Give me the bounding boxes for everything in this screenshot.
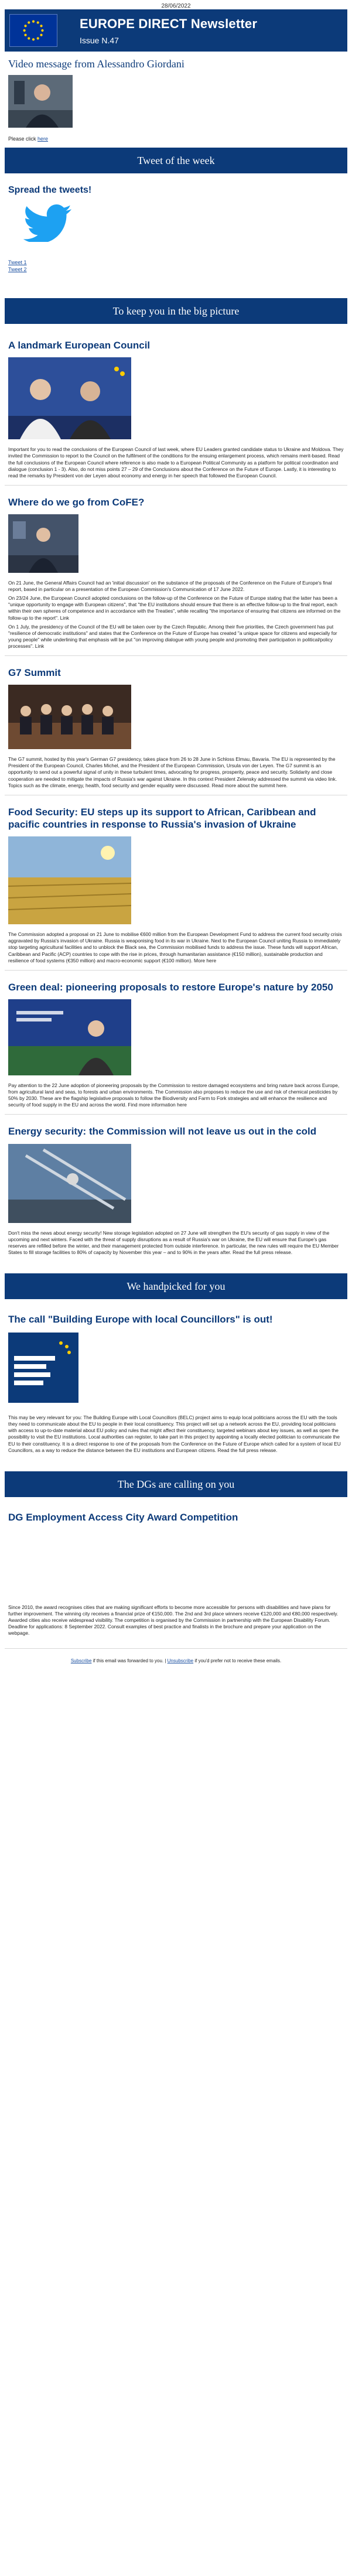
article-image xyxy=(8,836,131,924)
eu-flag-icon xyxy=(9,14,57,47)
article-card xyxy=(0,1120,352,1256)
article-body xyxy=(0,580,352,650)
article-image xyxy=(8,357,131,439)
article-image xyxy=(8,1333,78,1403)
article-body xyxy=(0,756,352,788)
video-prompt-text: Please click xyxy=(8,136,38,142)
article-title: G7 Summit xyxy=(8,667,61,679)
tweet-link-1[interactable]: Tweet 1 xyxy=(8,259,27,266)
dgs-band: The DGs are calling on you xyxy=(5,1471,347,1497)
article-title: Energy security: the Commission will not leave us out in the cold xyxy=(8,1126,317,1137)
video-heading: Video message from Alessandro Giordani xyxy=(8,58,184,70)
article-paragraph: On 1 July, the presidency of the Council of the EU will be taken over by the Czech Republic. Among their five priorities, the Czech government has put "resilience of democratic institutions" and states that the Conference on the Future of Europe has created "a unique space for citizens and especially for young people" while underlining that emphasis will be put "on improving dialogue with young people and promoting their participation in political/policy processes". Link xyxy=(8,623,337,649)
big-picture-band: To keep you in the big picture xyxy=(5,298,347,324)
article-image xyxy=(8,514,78,573)
article-image xyxy=(8,999,131,1075)
article-body xyxy=(0,1230,352,1256)
article-title: The call "Building Europe with local Councillors" is out! xyxy=(8,1313,273,1325)
article-card xyxy=(0,801,352,964)
article-paragraph: Since 2010, the award recognises cities that are making significant efforts to become more accessible for persons with disabilities and have plans for further improvement. The winning city receives a financial prize of €150,000. The 2nd and 3rd place winners receive €120,000 and €80,000 respectively. Awarded cities also receive widespread visibility. The competition is organised by the Commission in partnership with the European Disability Forum. Deadline for applications: 8 September 2022. Consult examples of best practice and finalists in the brochure and prepare your application on the webpage. xyxy=(8,1604,339,1637)
newsletter-title: EUROPE DIRECT Newsletter xyxy=(80,16,258,31)
article-image xyxy=(8,685,131,749)
video-prompt xyxy=(0,128,352,148)
article-card xyxy=(0,334,352,479)
subscribe-link[interactable]: Subscribe xyxy=(70,1658,92,1664)
unsubscribe-link[interactable]: Unsubscribe xyxy=(167,1658,194,1664)
article-paragraph: The G7 summit, hosted by this year's German G7 presidency, takes place from 26 to 28 June in Schloss Elmau, Bavaria. The EU is represented by the President of the European Council, Charles Michel, and the President of the European Commission, Ursula von der Leyen. The G7 summit is an opportunity to send out a powerful signal of unity in these turbulent times, advocating for progress, prosperity, peace and security. Solidarity and close cooperation are needed to mitigate the impacts of Russia's war against Ukraine. In this context President Zelensky addressed the summit via video link. Topics such as the climate, energy, health, food security and gender equality were discussed. Read more about the summit here. xyxy=(8,756,337,788)
footer xyxy=(0,1655,352,1670)
divider xyxy=(5,1648,347,1649)
article-title: Green deal: pioneering proposals to restore Europe's nature by 2050 xyxy=(8,981,333,993)
article-card xyxy=(0,491,352,650)
article-paragraph: On 23/24 June, the European Council adopted conclusions on the follow-up of the Conference on the Future of Europe stating that the latter has been a "unique opportunity to engage with European citizens", that "the EU institutions should ensure that there is an effective follow-up to the final report, each within their own spheres of competence and in accordance with the Treaties", while recalling "the importance of ensuring that citizens are informed on the follow-up to the report". Link xyxy=(8,595,341,621)
tweet-band: Tweet of the week xyxy=(5,148,347,173)
article-paragraph: Pay attention to the 22 June adoption of pioneering proposals by the Commission to restore damaged ecosystems and bring nature back across Europe, from agricultural land and seas, to forests and urban environments. The Commission also proposes to reduce the use and risk of chemical pesticides by 50% by 2030. These are the flagship legislative proposals to follow the Biodiversity and Farm to Fork strategies and will enhance the resilience and security of food supply in the EU and across the world. Find more information here xyxy=(8,1082,340,1108)
footer-text: if this email was forwarded to you. | xyxy=(91,1658,168,1664)
article-image xyxy=(8,1530,131,1601)
twitter-bird-icon xyxy=(20,204,73,242)
article-title: Where do we go from CoFE? xyxy=(8,496,145,508)
divider xyxy=(5,655,347,656)
tweet-link-2[interactable]: Tweet 2 xyxy=(8,266,27,272)
article-image xyxy=(8,1144,131,1223)
article-card xyxy=(0,1506,352,1637)
article-paragraph: Important for you to read the conclusions of the European Council of last week, where EU Leaders granted candidate status to Ukraine and Moldova. They invited the Commission to report to the Council on the fulfilment of the conditions for the ensuing enlargement process, which remains merit-based. Read the full conclusions of the European Council where reference is also made to a European Political Community as a platform for political coordination and dialogue (conclusion 1 - 3). Also, do not miss points 27 – 29 of the Conclusions about the Conference on the Future of Europe. Lastly, it is interesting to read the remarks by President von der Leyen about economy and energy in her speech that followed the European Council. xyxy=(8,446,344,479)
article-card xyxy=(0,1309,352,1454)
newsletter-date: 28/06/2022 xyxy=(161,3,191,9)
video-link[interactable]: here xyxy=(37,136,49,142)
article-paragraph: The Commission adopted a proposal on 21 June to mobilise €600 million from the European Development Fund to address the current food security crisis aggravated by Russia's invasion of Ukraine. Russia is weaponising food in its war in Ukraine. Next to the European Council uniting Russia to immediately stop targeting agricultural facilities and to unblock the Black sea, the Commission mobilised funds to address the issue. These funds will support African, Caribbean and Pacific (ACP) countries to cope with the rise in prices, through humanitarian assistance (€150 million), sustainable production and resilience of food systems (€350 million) and macro-economic support (€100 million). More here xyxy=(8,931,342,964)
article-body xyxy=(0,1082,352,1108)
article-body xyxy=(0,446,352,479)
article-body xyxy=(0,1604,352,1637)
article-body xyxy=(0,931,352,964)
footer-tail: if you'd prefer not to receive these emails. xyxy=(193,1658,282,1664)
issue-number: Issue N.47 xyxy=(80,36,119,45)
article-card xyxy=(0,662,352,789)
article-paragraph: Don't miss the news about energy security! New storage legislation adopted on 27 June will strengthen the EU's security of gas supply in view of the upcoming and next winters. Faced with the threat of supply disruptions as a result of Russia's war on Ukraine, the EU will ensure that Europe's gas reserves are refilled before the winter, and their management protected from outside interference. In particular, the new rules will require the EU Member States to fill storage facilities to 80% of capacity by November this year – and to 90% in the years after. Read the full press release. xyxy=(8,1229,339,1255)
handpicked-band: We handpicked for you xyxy=(5,1273,347,1299)
article-title: Food Security: EU steps up its support to African, Caribbean and pacific countries in response to Russia's invasion of Ukraine xyxy=(8,806,316,830)
video-thumbnail[interactable] xyxy=(8,75,73,128)
article-title: DG Employment Access City Award Competition xyxy=(8,1511,238,1523)
article-body xyxy=(0,1415,352,1454)
tweet-links xyxy=(0,242,352,283)
article-title: A landmark European Council xyxy=(8,340,151,351)
tweet-heading: Spread the tweets! xyxy=(8,185,92,195)
divider xyxy=(5,1114,347,1115)
article-card xyxy=(0,976,352,1109)
newsletter-header xyxy=(5,9,347,52)
article-paragraph: On 21 June, the General Affairs Council had an 'initial discussion' on the substance of the proposals of the Conference on the Future of Europe's final report, based in particular on a presentation of the European Commission's Communication of 17 June 2022. xyxy=(8,580,332,593)
divider xyxy=(5,970,347,971)
article-paragraph: This may be very relevant for you: The Building Europe with Local Councillors (BELC) project aims to equip local politicians across the EU with the tools they need to communicate about the EU to people in their local constituency. This project will set up a network across the EU, providing local politicians with access to up-to-date material about EU policy and rules that might affect their constituency, targeted webinars about key issues, as well as open the possibility to visit the EU institutions. Local authorities can register, to take part in this project by appointing a locally elected politician to communicate the EU to their constituency. It is a direct response to one of the proposals from the Conference on the Future of Europe which called for a system of local EU Councillors, as a way to reduce the distance between the EU institutions and European citizens. Read the full press release. xyxy=(8,1415,341,1453)
divider xyxy=(5,485,347,486)
